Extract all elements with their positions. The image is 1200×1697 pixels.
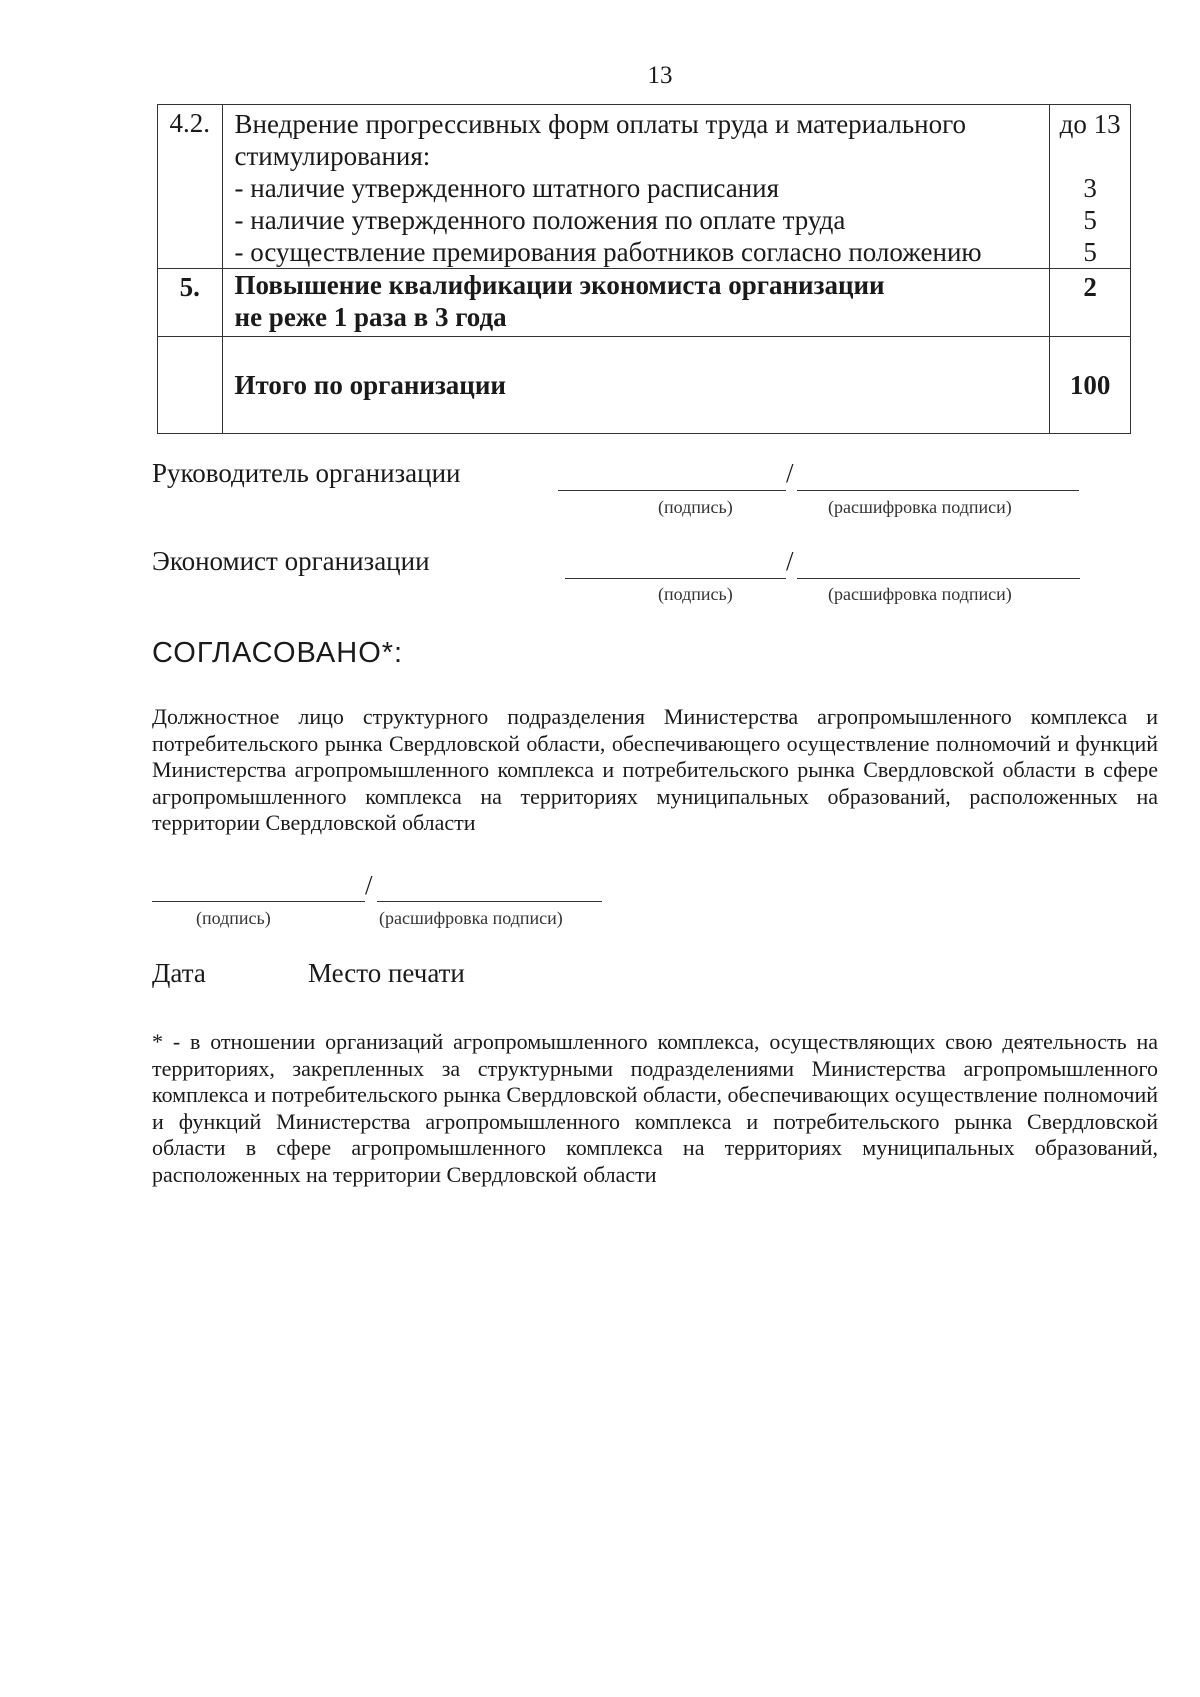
subitem-score: 5 bbox=[1083, 237, 1097, 267]
row-number: 5. bbox=[158, 269, 223, 337]
agreed-signature-line bbox=[152, 901, 365, 902]
signature-slash: / bbox=[786, 458, 794, 488]
row-score bbox=[1050, 105, 1131, 269]
row-number-empty bbox=[158, 337, 223, 434]
row-description bbox=[222, 105, 1050, 269]
total-label: Итого по организации bbox=[222, 337, 1050, 434]
row-score: 2 bbox=[1050, 269, 1131, 337]
signature-caption: (подпись) bbox=[658, 584, 733, 604]
row-subitem: - наличие утвержденного штатного расписания bbox=[234, 173, 779, 203]
head-signature-line bbox=[558, 490, 786, 491]
decode-caption: (расшифровка подписи) bbox=[379, 908, 563, 928]
stamp-label: Место печати bbox=[308, 958, 465, 988]
row-title-line: Повышение квалификации экономиста организации bbox=[234, 270, 885, 300]
signature-caption: (подпись) bbox=[196, 908, 271, 928]
row-description bbox=[222, 269, 1050, 337]
subitem-score: 3 bbox=[1083, 173, 1097, 203]
row-title-line: не реже 1 раза в 3 года bbox=[234, 302, 507, 332]
decode-caption: (расшифровка подписи) bbox=[828, 584, 1012, 604]
score-table bbox=[157, 104, 1131, 434]
head-signature-label: Руководитель организации bbox=[152, 458, 461, 488]
signature-slash: / bbox=[786, 546, 794, 576]
row-subitem: - наличие утвержденного положения по оплате труда bbox=[234, 205, 846, 235]
subitem-score: 5 bbox=[1083, 205, 1097, 235]
row-subitem: - осуществление премирования работников согласно положению bbox=[234, 237, 982, 267]
row-title-line: Внедрение прогрессивных форм оплаты труда и материального bbox=[234, 109, 966, 139]
agreed-paragraph: Должностное лицо структурного подразделения Министерства агропромышленного комплекса и потребительского рынка Свердловской области, обеспечивающего осуществление полномочий и функций Министерства агропромышленного комплекса и потребительского рынка Свердловской области в сфере агропромышленного комплекса на территориях муниципальных образований, расположенных на территории Свердловской области bbox=[152, 704, 1158, 835]
table-row-5 bbox=[158, 269, 1131, 337]
head-decode-line bbox=[797, 490, 1079, 491]
row-number: 4.2. bbox=[158, 105, 223, 269]
signature-caption: (подпись) bbox=[658, 497, 733, 517]
agreed-decode-line bbox=[377, 901, 602, 902]
page-number: 13 bbox=[647, 62, 673, 89]
economist-signature-label: Экономист организации bbox=[152, 546, 430, 576]
total-score: 100 bbox=[1050, 337, 1131, 434]
table-row-total bbox=[158, 337, 1131, 434]
footnote: * - в отношении организаций агропромышленного комплекса, осуществляющих свою деятельность на территориях, закрепленных за структурными подразделениями Министерства агропромышленного комплекса и потребительского рынка Свердловской области, обеспечивающих осуществление полномочий и функций Министерства агропромышленного комплекса и потребительского рынка Свердловской области в сфере агропромышленного комплекса на территориях муниципальных образований, расположенных на территории Свердловской области bbox=[152, 1029, 1158, 1187]
table-row-4-2 bbox=[158, 105, 1131, 269]
row-score-spacer bbox=[1050, 140, 1130, 172]
date-label: Дата bbox=[152, 958, 206, 988]
economist-decode-line bbox=[797, 578, 1080, 579]
economist-signature-line bbox=[565, 578, 786, 579]
decode-caption: (расшифровка подписи) bbox=[828, 497, 1012, 517]
agreed-heading: СОГЛАСОВАНО*: bbox=[152, 637, 404, 669]
row-title-line: стимулирования: bbox=[234, 141, 431, 171]
signature-slash: / bbox=[365, 870, 373, 900]
row-score-total: до 13 bbox=[1059, 109, 1121, 139]
